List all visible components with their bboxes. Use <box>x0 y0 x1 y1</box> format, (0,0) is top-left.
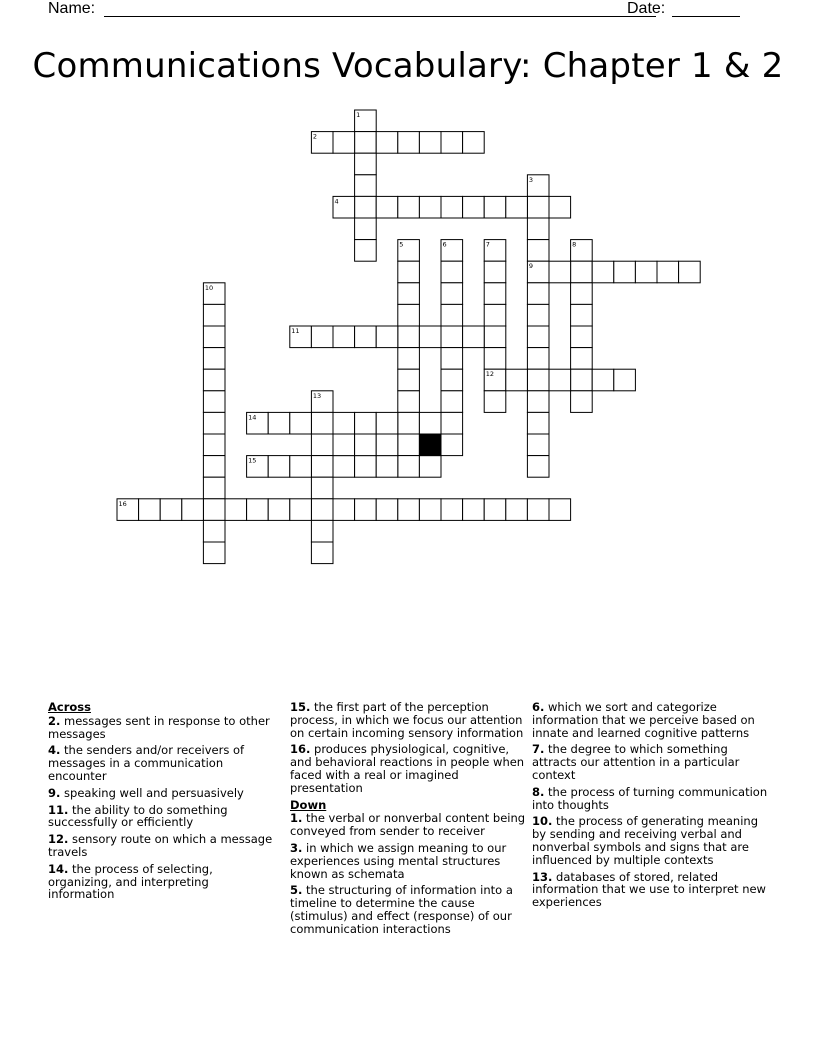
crossword-cell[interactable] <box>333 499 355 521</box>
crossword-cell[interactable] <box>398 348 420 370</box>
crossword-cell[interactable] <box>203 304 225 326</box>
crossword-cell[interactable] <box>614 369 636 391</box>
clue-text: the process of turning communication into thoughts <box>532 784 768 812</box>
crossword-cell[interactable] <box>398 369 420 391</box>
crossword-cell[interactable] <box>441 348 463 370</box>
clue-number-label: 13 <box>312 391 322 400</box>
clue-down-7 <box>532 743 768 781</box>
crossword-cell[interactable] <box>419 412 441 434</box>
crossword-cell[interactable] <box>614 261 636 283</box>
clue-text: messages sent in response to other messages <box>48 713 270 741</box>
clue-text: the process of selecting, organizing, and interpreting information <box>48 861 213 902</box>
crossword-cell[interactable] <box>484 240 506 262</box>
clue-number: 4. <box>48 743 61 758</box>
crossword-cell[interactable] <box>290 456 312 478</box>
crossword-cell[interactable] <box>333 196 355 218</box>
crossword-cell[interactable] <box>203 283 225 305</box>
crossword-cell[interactable] <box>657 261 679 283</box>
crossword-cell[interactable] <box>311 456 333 478</box>
crossword-cell[interactable] <box>527 369 549 391</box>
crossword-cell[interactable] <box>441 369 463 391</box>
page-title: Communications Vocabulary: Chapter 1 & 2 <box>32 46 784 86</box>
clue-text: the structuring of information into a timeline to determine the cause (stimulus) and effect (response) of our communication interactions <box>290 883 513 936</box>
crossword-cell[interactable] <box>484 261 506 283</box>
crossword-cell[interactable] <box>463 499 485 521</box>
crossword-cell[interactable] <box>203 434 225 456</box>
crossword-cell[interactable] <box>398 261 420 283</box>
clue-number-label: 3 <box>528 175 534 184</box>
clue-number: 11. <box>48 802 69 817</box>
crossword-cell[interactable] <box>247 456 269 478</box>
crossword-cell[interactable] <box>355 218 377 240</box>
crossword-cell[interactable] <box>268 456 290 478</box>
clue-number-label: 2 <box>312 132 318 141</box>
crossword-cell[interactable] <box>484 391 506 413</box>
crossword-cell[interactable] <box>484 196 506 218</box>
clue-across-14 <box>48 863 278 901</box>
crossword-cell[interactable] <box>441 261 463 283</box>
crossword-cell[interactable] <box>355 240 377 262</box>
clue-number: 8. <box>532 784 545 799</box>
clues-column-3 <box>532 701 768 913</box>
crossword-cell[interactable] <box>527 304 549 326</box>
crossword-cell[interactable] <box>571 283 593 305</box>
crossword-cell[interactable] <box>506 196 528 218</box>
crossword-cell[interactable] <box>527 434 549 456</box>
crossword-cell[interactable] <box>549 261 571 283</box>
clue-across-4 <box>48 744 278 782</box>
clue-number: 9. <box>48 785 61 800</box>
black-cell <box>419 434 441 456</box>
crossword-cell[interactable] <box>355 412 377 434</box>
clue-across-2 <box>48 715 278 741</box>
crossword-cell[interactable] <box>419 326 441 348</box>
crossword-cell[interactable] <box>441 240 463 262</box>
crossword-cell[interactable] <box>398 304 420 326</box>
crossword-cell[interactable] <box>225 499 247 521</box>
crossword-cell[interactable] <box>203 499 225 521</box>
clue-number-label: 1 <box>356 111 361 119</box>
crossword-cell[interactable] <box>311 542 333 564</box>
name-label: Name: <box>48 0 96 17</box>
clue-number: 12. <box>48 832 69 847</box>
clue-across-11 <box>48 804 278 830</box>
crossword-cell[interactable] <box>398 499 420 521</box>
clue-text: the ability to do something successfully or efficiently <box>48 802 228 830</box>
clue-number: 5. <box>290 883 303 898</box>
crossword-cell[interactable] <box>398 283 420 305</box>
crossword-cell[interactable] <box>355 110 377 132</box>
crossword-cell[interactable] <box>311 391 333 413</box>
crossword-cell[interactable] <box>527 283 549 305</box>
clue-number-label: 7 <box>485 240 490 249</box>
clue-text: which we sort and categorize information that we perceive based on innate and learned cognitive patterns <box>532 700 755 740</box>
crossword-cell[interactable] <box>182 499 204 521</box>
crossword-cell[interactable] <box>527 348 549 370</box>
crossword-cell[interactable] <box>571 240 593 262</box>
crossword-cell[interactable] <box>355 499 377 521</box>
crossword-cell[interactable] <box>506 499 528 521</box>
clue-number-label: 14 <box>248 413 257 422</box>
crossword-cell[interactable] <box>484 283 506 305</box>
crossword-cell[interactable] <box>203 477 225 499</box>
date-blank-line[interactable] <box>672 16 740 17</box>
crossword-cell[interactable] <box>355 153 377 175</box>
clue-number-label: 6 <box>442 240 447 249</box>
clues-column-2 <box>290 701 526 940</box>
crossword-cell[interactable] <box>268 412 290 434</box>
crossword-cell[interactable] <box>311 434 333 456</box>
crossword-cell[interactable] <box>376 326 398 348</box>
clue-text: the first part of the perception process, in which we focus our attention on certain incoming sensory information <box>290 700 524 740</box>
clue-down-8 <box>532 786 768 812</box>
clue-number-label: 9 <box>528 262 534 271</box>
crossword-cell[interactable] <box>333 412 355 434</box>
crossword-cell[interactable] <box>484 499 506 521</box>
crossword-cell[interactable] <box>355 456 377 478</box>
clue-number-label: 10 <box>204 283 214 292</box>
crossword-cell[interactable] <box>592 261 614 283</box>
crossword-cell[interactable] <box>419 196 441 218</box>
clue-number: 10. <box>532 814 553 829</box>
across-heading: Across <box>48 700 91 714</box>
clue-text: the degree to which something attracts our attention in a particular context <box>532 742 740 782</box>
crossword-cell[interactable] <box>376 412 398 434</box>
crossword-cell[interactable] <box>355 175 377 197</box>
crossword-cell[interactable] <box>441 434 463 456</box>
clue-number: 2. <box>48 713 61 728</box>
crossword-cell[interactable] <box>311 412 333 434</box>
clue-number: 7. <box>532 742 545 757</box>
crossword-cell[interactable] <box>311 326 333 348</box>
crossword-cell[interactable] <box>527 261 549 283</box>
clue-number: 1. <box>290 811 303 826</box>
clue-down-13 <box>532 871 768 909</box>
clue-number: 3. <box>290 840 303 855</box>
clue-text: sensory route on which a message travels <box>48 832 273 859</box>
crossword-cell[interactable] <box>333 456 355 478</box>
crossword-cell[interactable] <box>419 456 441 478</box>
clue-down-1 <box>290 812 526 838</box>
crossword-cell[interactable] <box>160 499 182 521</box>
crossword-cell[interactable] <box>463 132 485 154</box>
crossword-cell[interactable] <box>571 304 593 326</box>
crossword-cell[interactable] <box>527 391 549 413</box>
crossword-cell[interactable] <box>527 326 549 348</box>
crossword-cell[interactable] <box>398 326 420 348</box>
clue-number: 15. <box>290 700 311 714</box>
clues-column-1 <box>48 701 278 905</box>
crossword-cell[interactable] <box>333 326 355 348</box>
crossword-cell[interactable] <box>441 499 463 521</box>
crossword-cell[interactable] <box>484 369 506 391</box>
clue-across-9 <box>48 787 278 800</box>
crossword-cell[interactable] <box>635 261 657 283</box>
crossword-cell[interactable] <box>463 196 485 218</box>
crossword-cell[interactable] <box>527 218 549 240</box>
crossword-cell[interactable] <box>441 132 463 154</box>
clue-number-label: 15 <box>248 456 257 465</box>
crossword-cell[interactable] <box>376 196 398 218</box>
clue-number-label: 16 <box>118 499 127 508</box>
crossword-cell[interactable] <box>355 326 377 348</box>
crossword-cell[interactable] <box>311 477 333 499</box>
clue-number-label: 11 <box>291 327 300 335</box>
crossword-cell[interactable] <box>203 369 225 391</box>
crossword-cell[interactable] <box>679 261 701 283</box>
crossword-cell[interactable] <box>203 412 225 434</box>
clue-down-6 <box>532 701 768 739</box>
crossword-cell[interactable] <box>355 434 377 456</box>
crossword-cell[interactable] <box>527 412 549 434</box>
crossword-cell[interactable] <box>398 240 420 262</box>
clue-down-5 <box>290 884 526 935</box>
crossword-cell[interactable] <box>398 132 420 154</box>
crossword-cell[interactable] <box>441 326 463 348</box>
crossword-cell[interactable] <box>549 196 571 218</box>
crossword-cell[interactable] <box>203 456 225 478</box>
crossword-cell[interactable] <box>441 283 463 305</box>
clue-text: the process of generating meaning by sending and receiving verbal and nonverbal symbols and signs that are influenced by multiple contexts <box>532 814 759 867</box>
crossword-cell[interactable] <box>355 132 377 154</box>
clue-down-3 <box>290 842 526 880</box>
date-label: Date: <box>627 0 666 17</box>
clue-number-label: 5 <box>399 240 404 249</box>
crossword-cell[interactable] <box>311 132 333 154</box>
crossword-cell[interactable] <box>441 412 463 434</box>
crossword-cell[interactable] <box>571 326 593 348</box>
clue-text: in which we assign meaning to our experiences using mental structures known as schemata <box>290 840 507 881</box>
crossword-cell[interactable] <box>484 304 506 326</box>
crossword-cell[interactable] <box>527 175 549 197</box>
crossword-cell[interactable] <box>203 326 225 348</box>
crossword-cell[interactable] <box>592 369 614 391</box>
clue-text: the senders and/or receivers of messages in a communication encounter <box>48 743 245 783</box>
crossword-cell[interactable] <box>311 520 333 542</box>
crossword-cell[interactable] <box>527 499 549 521</box>
crossword-cell[interactable] <box>419 499 441 521</box>
crossword-cell[interactable] <box>571 369 593 391</box>
crossword-cell[interactable] <box>203 348 225 370</box>
crossword-cell[interactable] <box>549 499 571 521</box>
clue-number-label: 12 <box>485 370 494 379</box>
clue-across-12 <box>48 833 278 859</box>
clue-number: 13. <box>532 869 553 884</box>
clue-down-10 <box>532 815 768 866</box>
crossword-cell[interactable] <box>571 261 593 283</box>
name-blank-line[interactable] <box>104 16 656 17</box>
clue-text: speaking well and persuasively <box>64 785 244 800</box>
crossword-cell[interactable] <box>571 348 593 370</box>
crossword-cell[interactable] <box>333 132 355 154</box>
crossword-cell[interactable] <box>203 391 225 413</box>
crossword-cell[interactable] <box>203 542 225 564</box>
crossword-cell[interactable] <box>290 499 312 521</box>
clue-text: databases of stored, related information that we use to interpret new experiences <box>532 869 766 910</box>
crossword-cell[interactable] <box>398 391 420 413</box>
clue-across-16 <box>290 743 526 794</box>
crossword-cell[interactable] <box>506 369 528 391</box>
crossword-cell[interactable] <box>311 499 333 521</box>
crossword-cell[interactable] <box>484 348 506 370</box>
clue-number-label: 8 <box>572 240 577 249</box>
clue-number: 16. <box>290 742 311 757</box>
crossword-cell[interactable] <box>290 412 312 434</box>
crossword-cell[interactable] <box>527 196 549 218</box>
crossword-cell[interactable] <box>117 499 139 521</box>
crossword-cell[interactable] <box>527 456 549 478</box>
crossword-cell[interactable] <box>441 391 463 413</box>
crossword-cell[interactable] <box>527 240 549 262</box>
crossword-cell[interactable] <box>441 196 463 218</box>
name-date-header <box>48 0 768 20</box>
crossword-cell[interactable] <box>441 304 463 326</box>
crossword-cell[interactable] <box>549 369 571 391</box>
clue-number-label: 4 <box>334 197 339 206</box>
crossword-cell[interactable] <box>398 412 420 434</box>
clue-number: 14. <box>48 861 69 876</box>
crossword-cell[interactable] <box>290 326 312 348</box>
crossword-cell[interactable] <box>268 499 290 521</box>
down-heading: Down <box>290 797 327 812</box>
crossword-cell[interactable] <box>247 499 269 521</box>
clue-across-15 <box>290 701 526 739</box>
crossword-cell[interactable] <box>376 456 398 478</box>
crossword-cell[interactable] <box>398 434 420 456</box>
crossword-cell[interactable] <box>355 196 377 218</box>
clue-number: 6. <box>532 700 545 714</box>
crossword-cell[interactable] <box>463 326 485 348</box>
clue-text: produces physiological, cognitive, and behavioral reactions in people when faced with a real or imagined presentation <box>290 742 525 795</box>
crossword-cell[interactable] <box>203 520 225 542</box>
crossword-cell[interactable] <box>376 499 398 521</box>
crossword-cell[interactable] <box>571 391 593 413</box>
crossword-cell[interactable] <box>333 434 355 456</box>
crossword-cell[interactable] <box>398 196 420 218</box>
crossword-cell[interactable] <box>484 326 506 348</box>
crossword-cell[interactable] <box>376 132 398 154</box>
crossword-cell[interactable] <box>419 132 441 154</box>
crossword-cell[interactable] <box>139 499 161 521</box>
crossword-cell[interactable] <box>376 434 398 456</box>
clue-text: the verbal or nonverbal content being conveyed from sender to receiver <box>290 811 526 839</box>
crossword-cell[interactable] <box>247 412 269 434</box>
crossword-cell[interactable] <box>398 456 420 478</box>
